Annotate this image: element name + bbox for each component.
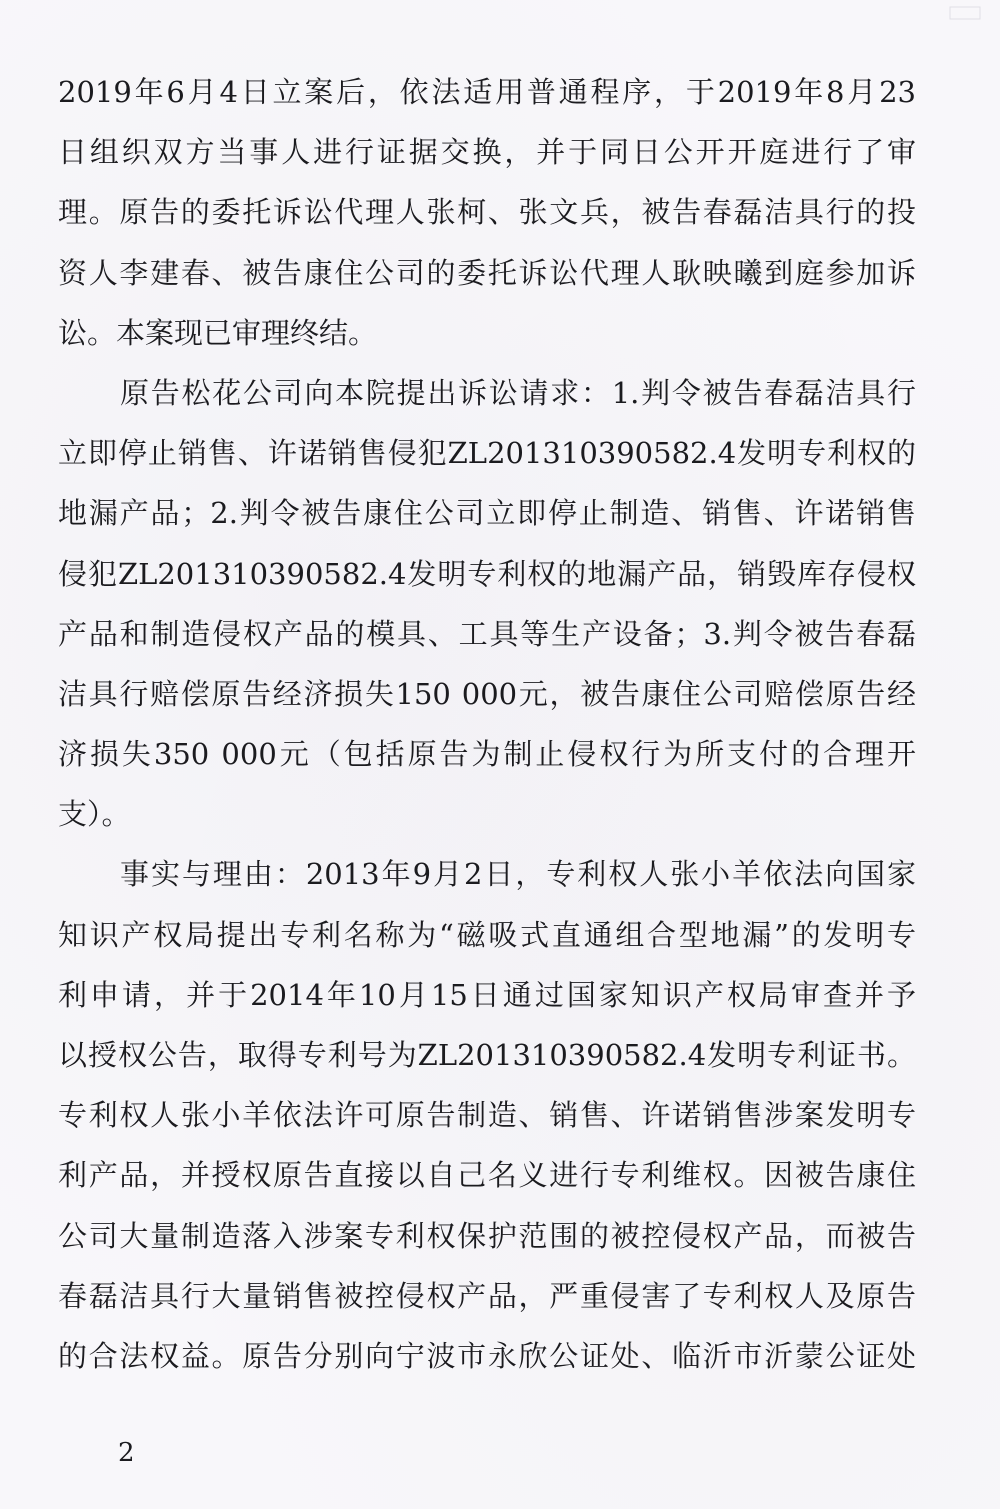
text-line: 地漏产品；2.判令被告康住公司立即停止制造、销售、许诺销售 xyxy=(58,496,916,531)
text-line: 利申请，并于2014年10月15日通过国家知识产权局审查并予 xyxy=(58,977,916,1012)
text-line: 的合法权益。原告分别向宁波市永欣公证处、临沂市沂蒙公证处 xyxy=(58,1338,916,1373)
text-line: 春磊洁具行大量销售被控侵权产品，严重侵害了专利权人及原告 xyxy=(58,1278,916,1313)
text-line: 侵犯ZL201310390582.4发明专利权的地漏产品，销毁库存侵权 xyxy=(58,556,916,591)
text-line: 立即停止销售、许诺销售侵犯ZL201310390582.4发明专利权的 xyxy=(58,436,916,471)
text-line: 理。原告的委托诉讼代理人张柯、张文兵，被告春磊洁具行的投 xyxy=(58,195,916,230)
text-line: 事实与理由：2013年9月2日，专利权人张小羊依法向国家 xyxy=(120,857,916,892)
text-line: 2019年6月4日立案后，依法适用普通程序，于2019年8月23 xyxy=(58,75,916,109)
text-line: 日组织双方当事人进行证据交换，并于同日公开开庭进行了审 xyxy=(58,135,916,170)
text-line: 以授权公告，取得专利号为ZL201310390582.4发明专利证书。 xyxy=(58,1038,916,1072)
text-line: 洁具行赔偿原告经济损失150 000元，被告康住公司赔偿原告经 xyxy=(58,676,916,711)
body-text xyxy=(58,62,916,1386)
page-number: 2 xyxy=(118,1438,135,1468)
text-line: 利产品，并授权原告直接以自己名义进行专利维权。因被告康住 xyxy=(58,1158,916,1193)
text-line: 公司大量制造落入涉案专利权保护范围的被控侵权产品，而被告 xyxy=(58,1218,916,1253)
text-line: 支）。 xyxy=(58,797,131,832)
text-line: 产品和制造侵权产品的模具、工具等生产设备；3.判令被告春磊 xyxy=(58,616,916,651)
text-line: 专利权人张小羊依法许可原告制造、销售、许诺销售涉案发明专 xyxy=(58,1098,916,1133)
text-line: 知识产权局提出专利名称为“磁吸式直通组合型地漏”的发明专 xyxy=(58,917,916,952)
text-line: 济损失350 000元（包括原告为制止侵权行为所支付的合理开 xyxy=(58,737,916,772)
text-line: 资人李建春、被告康住公司的委托诉讼代理人耿映曦到庭参加诉 xyxy=(58,255,916,290)
text-line: 讼。本案现已审理终结。 xyxy=(58,315,378,350)
text-line: 原告松花公司向本院提出诉讼请求：1.判令被告春磊洁具行 xyxy=(120,375,916,410)
corner-stamp-mark xyxy=(948,4,982,22)
